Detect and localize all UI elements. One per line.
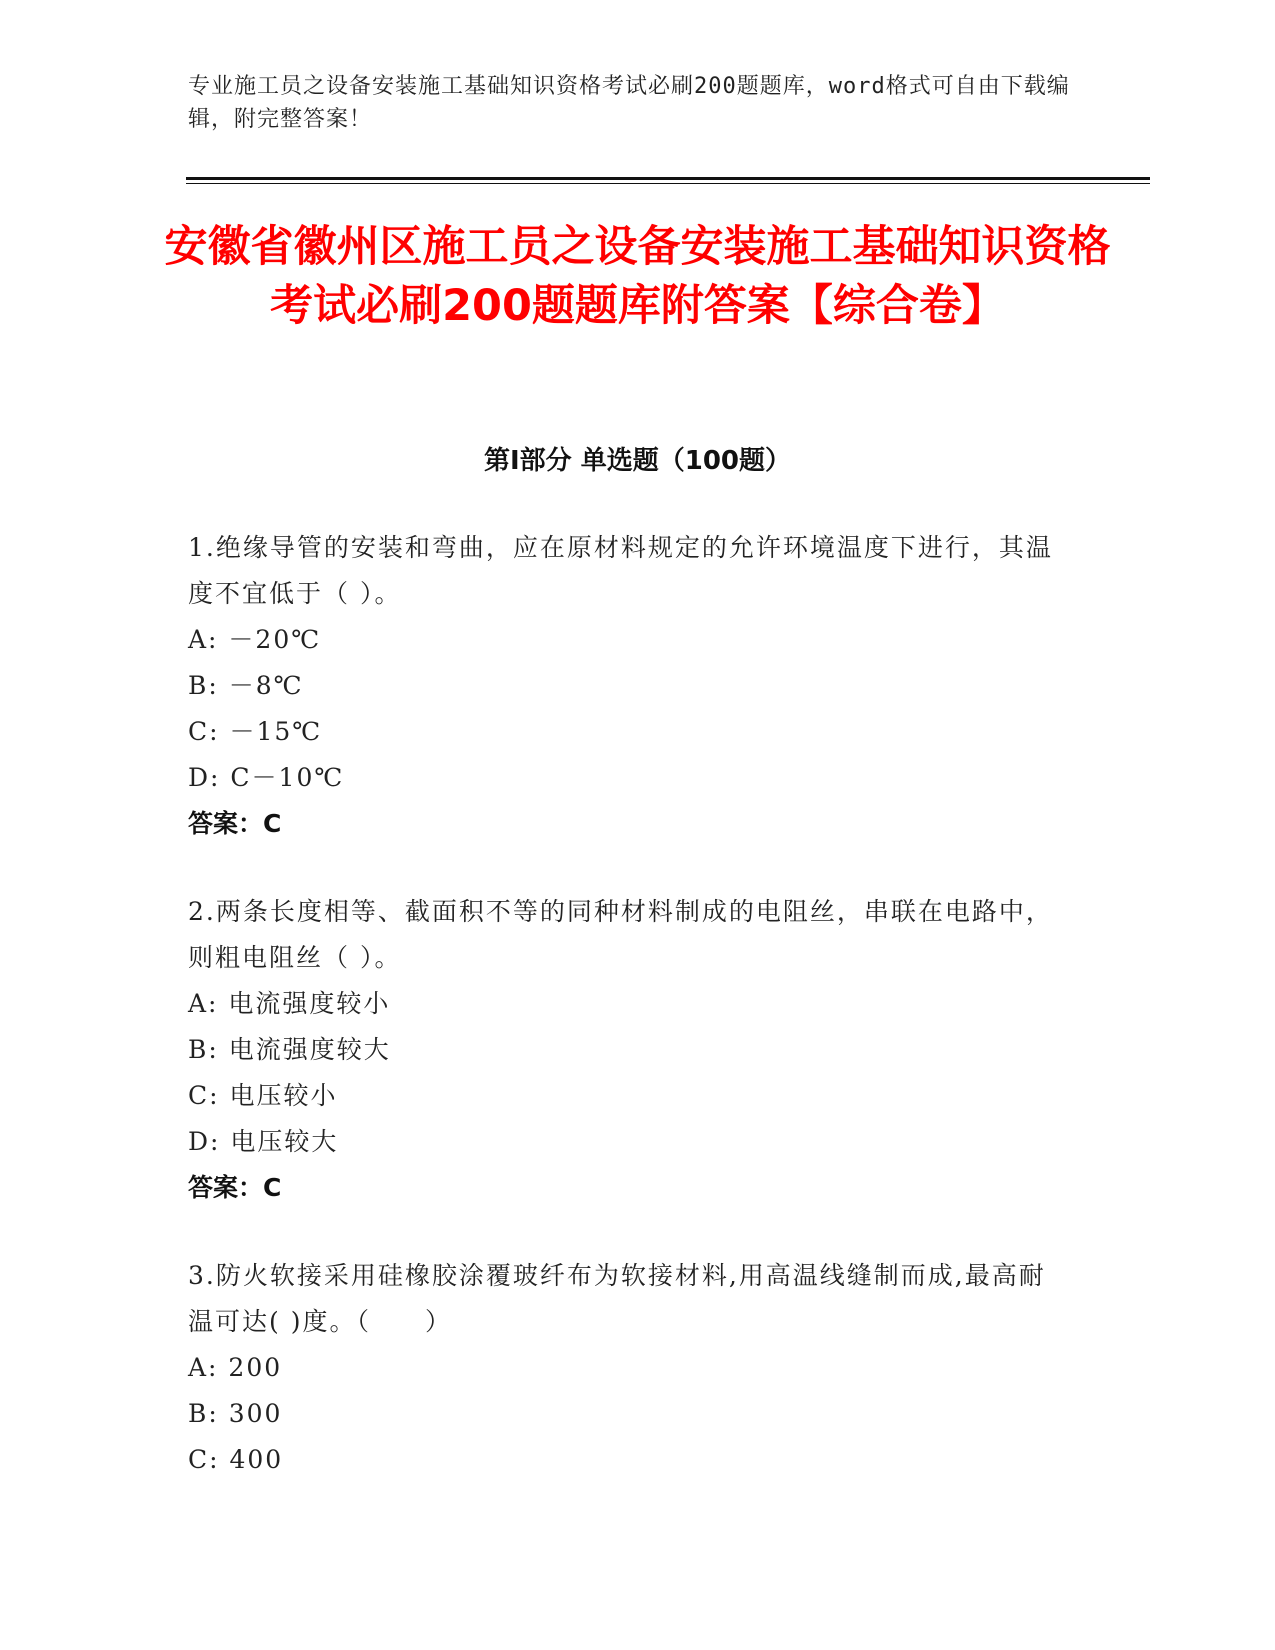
question-1 [188, 525, 1068, 847]
option-b: B: 电流强度较大 [188, 1035, 391, 1064]
option-a: A: 200 [188, 1353, 283, 1382]
header-divider-thin [186, 183, 1150, 184]
question-stem: 1.绝缘导管的安装和弯曲，应在原材料规定的允许环境温度下进行，其温度不宜低于（ ）。 [188, 533, 1053, 608]
option-c: C: 电压较小 [188, 1081, 338, 1110]
option-d: D: 电压较大 [188, 1127, 339, 1156]
option-b: B: 300 [188, 1399, 283, 1428]
question-2 [188, 889, 1068, 1211]
option-a: A: 电流强度较小 [188, 989, 391, 1018]
option-c: C: 400 [188, 1445, 284, 1474]
question-stem: 2.两条长度相等、截面积不等的同种材料制成的电阻丝，串联在电路中，则粗电阻丝（ ）。 [188, 897, 1053, 972]
question-stem: 3.防火软接采用硅橡胶涂覆玻纤布为软接材料,用高温线缝制而成,最高耐温可达( )度。（ ） [188, 1261, 1046, 1336]
answer: 答案：C [188, 1173, 282, 1202]
header-note: 专业施工员之设备安装施工基础知识资格考试必刷200题题库，word格式可自由下载编辑，附完整答案！ [188, 74, 1070, 132]
option-a: A: －20℃ [188, 625, 322, 654]
section-title: 第Ⅰ部分 单选题（100题） [484, 446, 791, 476]
header-divider-thick [186, 177, 1150, 180]
option-b: B: －8℃ [188, 671, 304, 700]
answer: 答案：C [188, 809, 282, 838]
option-c: C: －15℃ [188, 717, 323, 746]
question-3 [188, 1253, 1068, 1483]
document-title: 安徽省徽州区施工员之设备安装施工基础知识资格考试必刷200题题库附答案【综合卷】 [164, 222, 1111, 331]
question-list [188, 525, 1068, 1525]
option-d: D: C－10℃ [188, 763, 345, 792]
